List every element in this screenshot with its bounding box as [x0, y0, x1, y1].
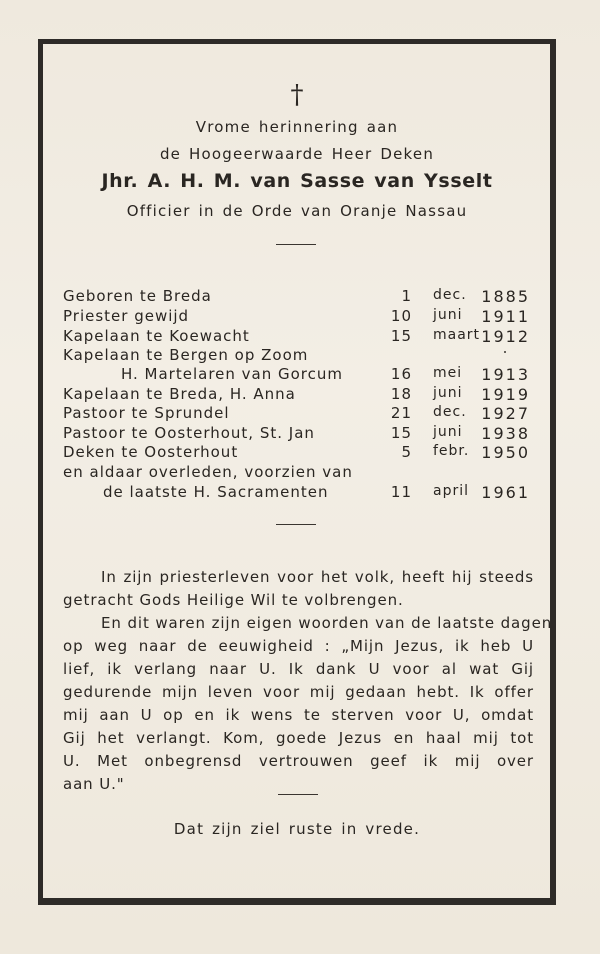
timeline-day: 5	[401, 443, 412, 461]
text-line: op weg naar de eeuwigheid : „Mijn Jezus, ik heb U	[63, 637, 534, 655]
timeline-year: 1919	[481, 385, 530, 404]
timeline-month: dec.	[433, 404, 467, 420]
text-line: mij aan U op en ik wens te sterven voor U, omdat	[63, 706, 534, 724]
timeline-day: 11	[390, 483, 412, 501]
timeline-row	[0, 443, 600, 463]
timeline-day: 15	[390, 424, 412, 442]
timeline-day: 16	[390, 365, 412, 383]
timeline-label: de laatste H. Sacramenten	[103, 483, 329, 501]
timeline-year: 1950	[481, 443, 530, 462]
timeline-row	[0, 346, 600, 366]
timeline-row	[0, 307, 600, 327]
timeline-year: 1885	[481, 287, 530, 306]
cross-icon: †	[290, 80, 304, 110]
text-line: aan U."	[63, 775, 125, 793]
divider	[278, 794, 318, 795]
ditto-dot	[504, 351, 506, 353]
text-line: lief, ik verlang naar U. Ik dank U voor al wat Gij	[63, 660, 534, 678]
timeline-month: dec.	[433, 287, 467, 303]
deceased-name: Jhr. A. H. M. van Sasse van Ysselt	[101, 170, 493, 192]
timeline-month: febr.	[433, 443, 470, 459]
timeline-label: Priester gewijd	[63, 307, 190, 325]
closing-line: Dat zijn ziel ruste in vrede.	[173, 820, 421, 838]
text-line: In zijn priesterleven voor het volk, heeft hij steeds	[101, 568, 534, 586]
timeline-row	[0, 365, 600, 385]
timeline-row	[0, 424, 600, 444]
timeline-label: Kapelaan te Breda, H. Anna	[63, 385, 296, 403]
timeline-label: H. Martelaren van Gorcum	[121, 365, 344, 383]
timeline-row	[0, 327, 600, 347]
timeline-year: 1912	[481, 327, 530, 346]
timeline-month: juni	[433, 424, 463, 440]
text-line: U. Met onbegrensd vertrouwen geef ik mij over	[63, 752, 534, 770]
timeline-day: 18	[390, 385, 412, 403]
timeline-label: Pastoor te Oosterhout, St. Jan	[63, 424, 315, 442]
timeline-day: 10	[390, 307, 412, 325]
prayer-text	[63, 566, 553, 796]
timeline-month: juni	[433, 307, 463, 323]
honorific-line: de Hoogeerwaarde Heer Deken	[159, 145, 435, 163]
timeline-year: 1911	[481, 307, 530, 326]
timeline-year: 1913	[481, 365, 530, 384]
timeline-label: Geboren te Breda	[63, 287, 212, 305]
timeline-row	[0, 404, 600, 424]
text-line: gedurende mijn leven voor mij gedaan hebt. Ik offer	[63, 683, 534, 701]
timeline-row	[0, 385, 600, 405]
timeline-day: 21	[390, 404, 412, 422]
text-line: Gij het verlangt. Kom, goede Jezus en haal mij tot	[63, 729, 534, 747]
timeline-year: 1927	[481, 404, 530, 423]
timeline-row	[0, 483, 600, 503]
timeline-month: mei	[433, 365, 463, 381]
divider	[276, 524, 316, 525]
timeline-day: 15	[390, 327, 412, 345]
timeline-month: maart	[433, 327, 481, 343]
timeline-label: en aldaar overleden, voorzien van	[63, 463, 353, 481]
remembrance-line: Vrome herinnering aan	[195, 118, 399, 136]
text-line: En dit waren zijn eigen woorden van de laatste dagen	[101, 614, 553, 632]
timeline-day: 1	[401, 287, 412, 305]
timeline-year: 1938	[481, 424, 530, 443]
timeline-label: Kapelaan te Bergen op Zoom	[63, 346, 309, 364]
timeline-month: april	[433, 483, 470, 499]
timeline-label: Deken te Oosterhout	[63, 443, 239, 461]
timeline-month: juni	[433, 385, 463, 401]
timeline-label: Pastoor te Sprundel	[63, 404, 230, 422]
text-line: getracht Gods Heilige Wil te volbrengen.	[63, 591, 404, 609]
timeline-row	[0, 463, 600, 483]
timeline-label: Kapelaan te Koewacht	[63, 327, 250, 345]
divider	[276, 244, 316, 245]
timeline-row	[0, 287, 600, 307]
timeline-year: 1961	[481, 483, 530, 502]
order-title: Officier in de Orde van Oranje Nassau	[126, 202, 468, 220]
